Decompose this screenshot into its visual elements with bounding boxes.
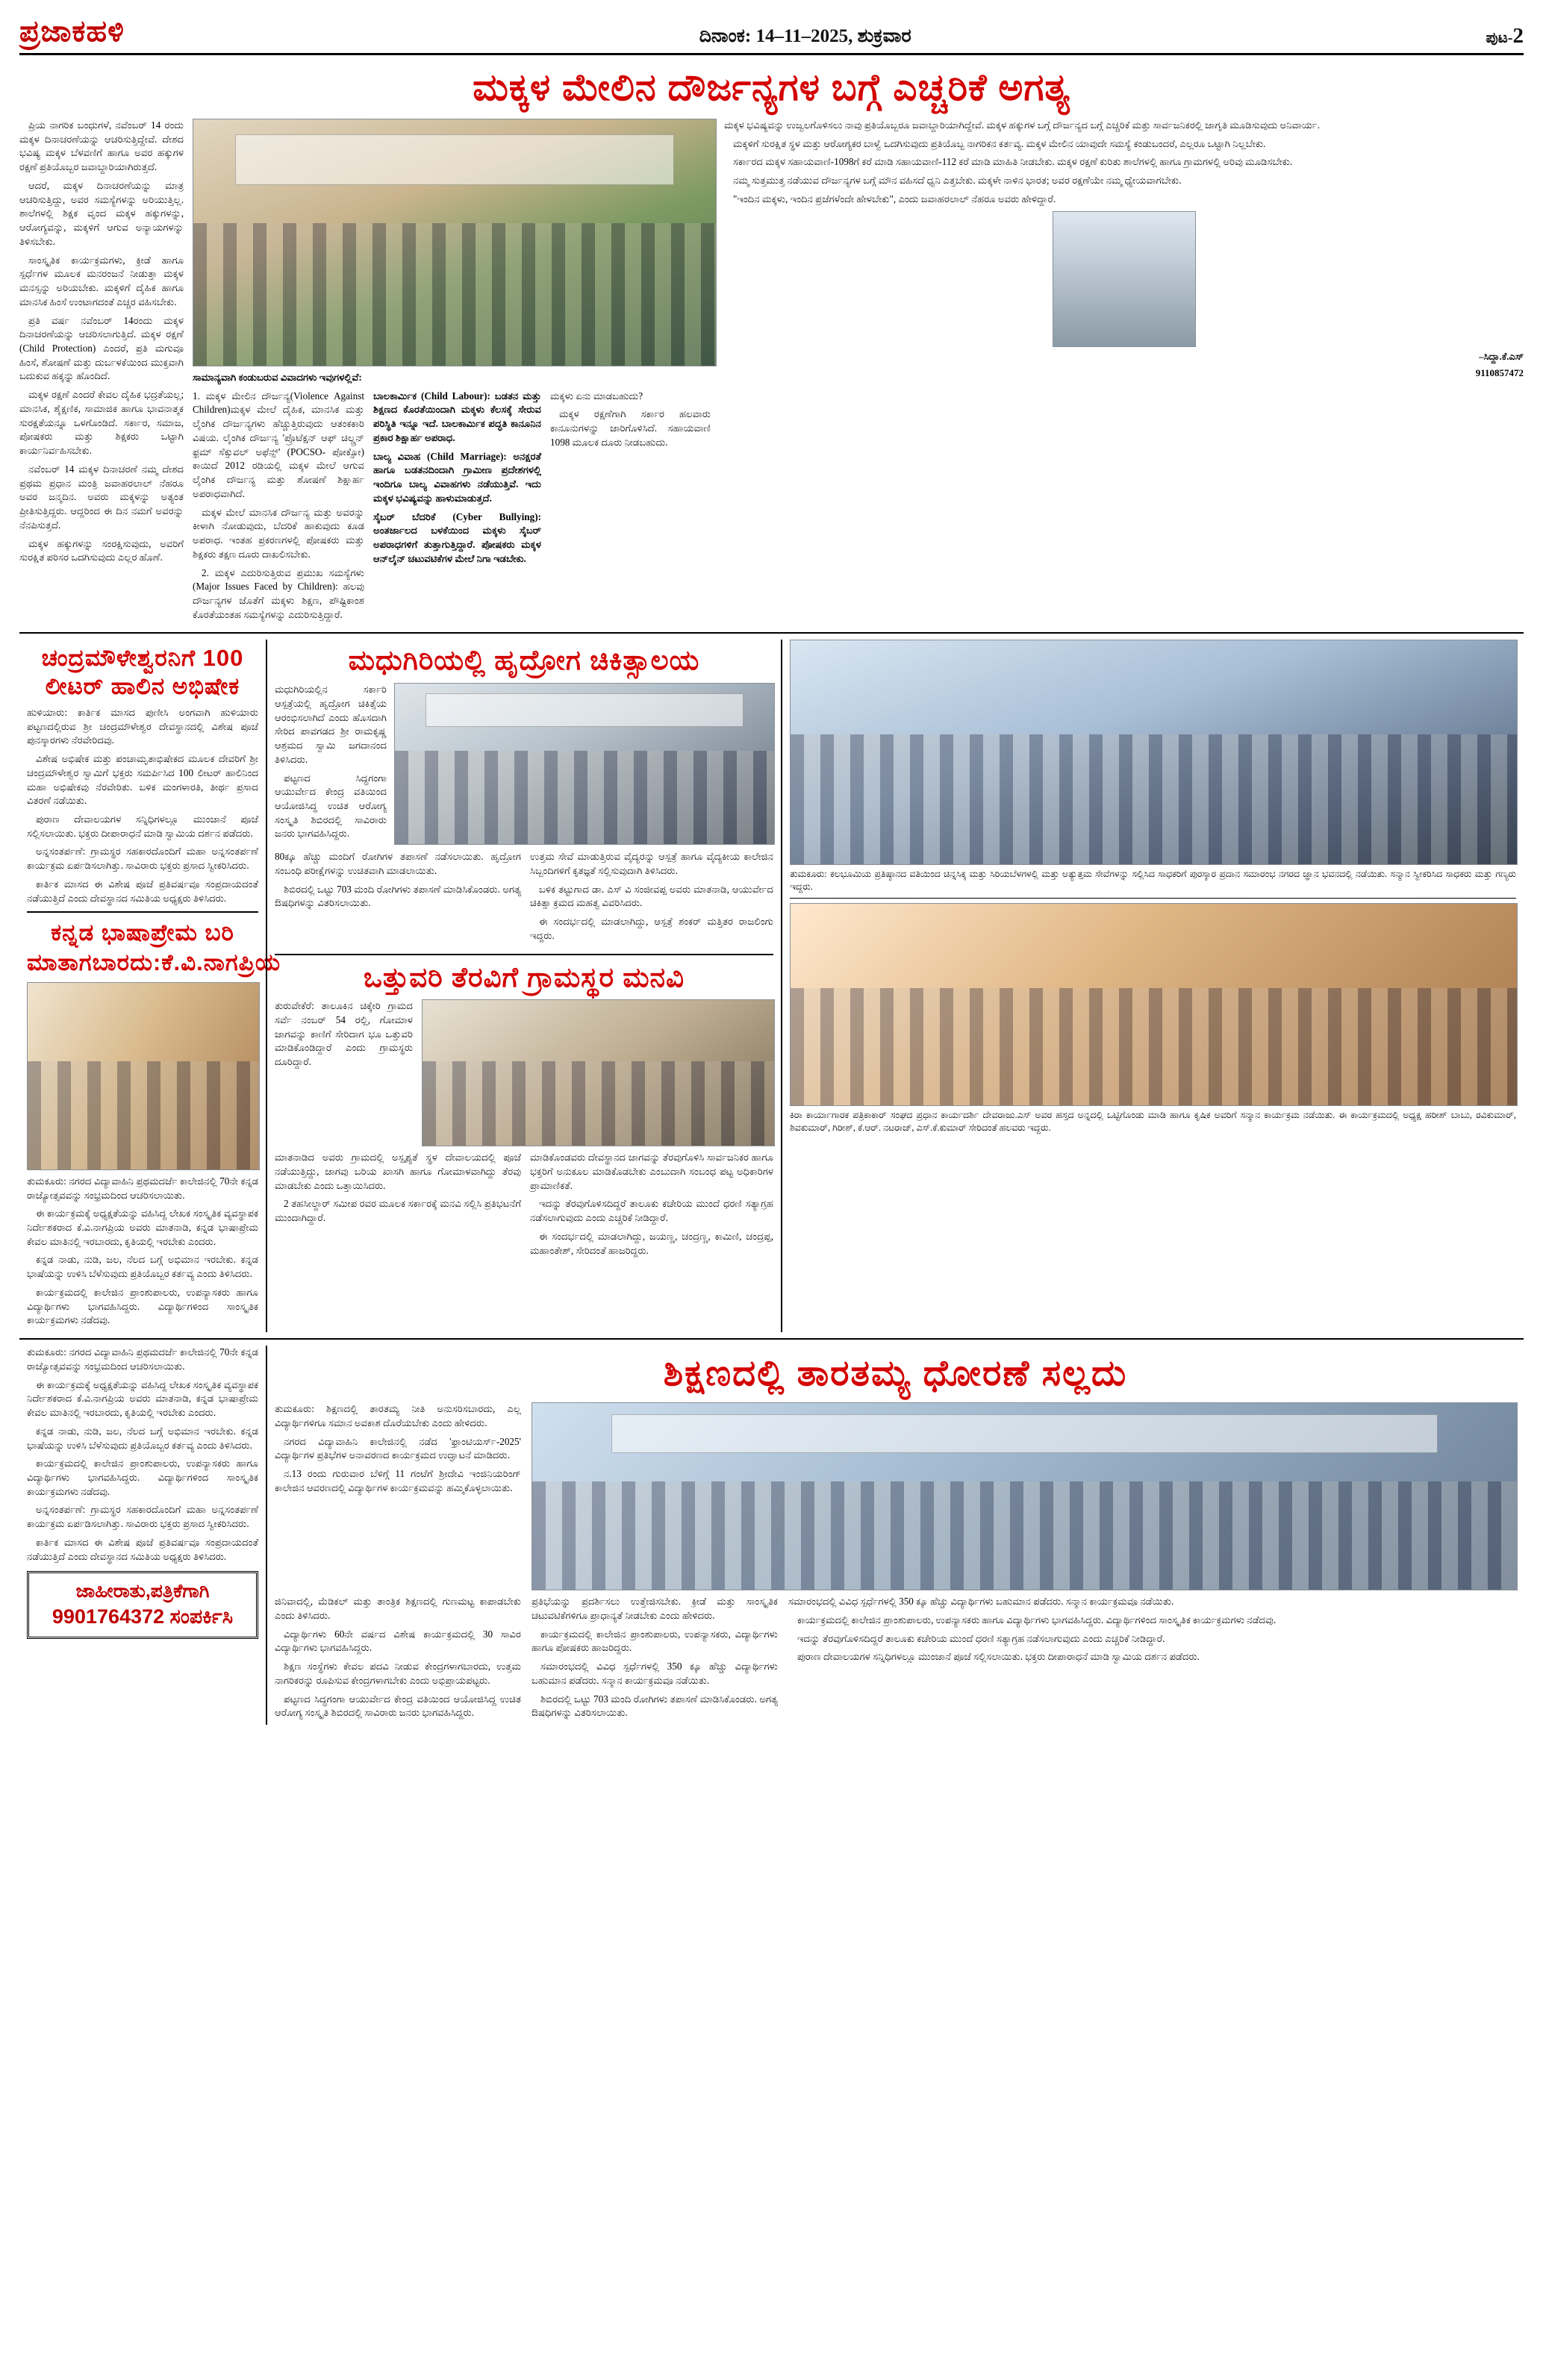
photo-banner [235, 134, 674, 185]
divider [19, 632, 1524, 634]
kannada-para: ಕನ್ನಡ ನಾಡು, ನುಡಿ, ಜಲ, ನೆಲದ ಬಗ್ಗೆ ಅಭಿಮಾನ ಇರಬೇಕು. ಕನ್ನಡ ಭಾಷೆಯನ್ನು ಉಳಿಸಿ ಬೆಳೆಸುವುದು ಪ್ರತಿಯೊಬ್ಬರ ಕರ್ತವ್ಯ ಎಂದು ತಿಳಿಸಿದರು. [27, 1254, 258, 1280]
shikshana-para: ಇದನ್ನು ತೆರವುಗೊಳಿಸದಿದ್ದರೆ ತಾಲೂಕು ಕಚೇರಿಯ ಮುಂದೆ ಧರಣಿ ಸತ್ಯಾಗ್ರಹ ನಡೆಸಲಾಗುವುದು ಎಂದು ಎಚ್ಚರಿಕೆ ನೀಡಿದ್ದಾರೆ. [797, 1632, 1165, 1644]
divider [27, 911, 258, 913]
ottuvari-photo [422, 999, 775, 1146]
photo-people [423, 1061, 774, 1146]
lead-col-2a [193, 390, 364, 627]
page-label-text: ಪುಟ- [1486, 30, 1513, 46]
photo-banner [611, 1414, 1438, 1453]
shikshana-para: ತುಮಕೂರು: ಶಿಕ್ಷಣದಲ್ಲಿ ತಾರತಮ್ಯ ನೀತಿ ಅನುಸರಿಸಬಾರದು, ಎಲ್ಲ ವಿದ್ಯಾರ್ಥಿಗಳಿಗೂ ಸಮಾನ ಅವಕಾಶ ದೊರೆಯಬೇಕು ಎಂದು ಹೇಳಿದರು. [275, 1403, 521, 1428]
lead-para: ಮಕ್ಕಳ ಮೇಲೆ ಮಾನಸಿಕ ದೌರ್ಜನ್ಯ ಮತ್ತು ಅವರನ್ನು ಕೀಳಾಗಿ ನೋಡುವುದು, ಬೆದರಿಕೆ ಹಾಕುವುದು ಕೂಡ ಅಪರಾಧ. ಇಂತಹ ಪ್ರಕರಣಗಳಲ್ಲಿ ಪೋಷಕರು ಮತ್ತು ಶಿಕ್ಷಕರು ತಕ್ಷಣ ದೂರು ದಾಖಲಿಸಬೇಕು. [193, 506, 364, 560]
kannada-body [27, 1175, 258, 1328]
lead-para: ಪ್ರಿಯ ನಾಗರಿಕ ಬಂಧುಗಳೆ, ನವೆಂಬರ್ 14 ರಂದು ಮಕ್ಕಳ ದಿನಾಚರಣೆಯನ್ನು ಆಚರಿಸುತ್ತಿದ್ದೇವೆ. ದೇಶದ ಭವಿಷ್ಯ ಮಕ್ಕಳ ಬೆಳವಣಿಗೆ ಹಾಗೂ ಅವರ ಹಕ್ಕುಗಳ ರಕ್ಷಣೆ ಪ್ರತಿಯೊಬ್ಬರ ಜವಾಬ್ದಾರಿಯಾಗಿರುತ್ತದೆ. [19, 119, 184, 173]
kannada-photo [27, 982, 260, 1170]
chandra-para: ಅನ್ನಸಂತರ್ಪಣೆ: ಗ್ರಾಮಸ್ಥರ ಸಹಕಾರದೊಂದಿಗೆ ಮಹಾ ಅನ್ನಸಂತರ್ಪಣೆ ಕಾರ್ಯಕ್ರಮ ಏರ್ಪಡಿಸಲಾಗಿತ್ತು. ಸಾವಿರಾರು ಭಕ್ತರು ಪ್ರಸಾದ ಸ್ವೀಕರಿಸಿದರು. [27, 1504, 258, 1530]
photo-people [28, 1061, 259, 1169]
chandra-body [27, 706, 258, 906]
lead-para: ಬಾಲಕಾರ್ಮಿಕ (Child Labour): ಬಡತನ ಮತ್ತು ಶಿಕ್ಷಣದ ಕೊರತೆಯಿಂದಾಗಿ ಮಕ್ಕಳು ಕೆಲಸಕ್ಕೆ ಸೇರುವ ಪರಿಸ್ಥಿತಿ ಇನ್ನೂ ಇದೆ. ಬಾಲಕಾರ್ಮಿಕ ಪದ್ಧತಿ ಕಾನೂನಿನ ಪ್ರಕಾರ ಶಿಕ್ಷಾರ್ಹ ಅಪರಾಧ. [373, 390, 541, 443]
author-signature: –ಸಿದ್ದಾ.ಕೆ.ಎಸ್ [1479, 350, 1524, 362]
kannada-para: ಕಾರ್ಯಕ್ರಮದಲ್ಲಿ ಕಾಲೇಜಿನ ಪ್ರಾಂಶುಪಾಲರು, ಉಪನ್ಯಾಸಕರು ಹಾಗೂ ವಿದ್ಯಾರ್ಥಿಗಳು ಭಾಗವಹಿಸಿದ್ದರು. ವಿದ್ಯಾರ್ಥಿಗಳಿಂದ ಸಾಂಸ್ಕೃತಿಕ ಕಾರ್ಯಕ್ರಮಗಳು ನಡೆದವು. [27, 1458, 258, 1497]
shikshana-para: ನಗರದ ವಿದ್ಯಾವಾಹಿನಿ ಕಾಲೇಜಿನಲ್ಲಿ ನಡೆದ 'ಫ್ರಾಂಟಿಯರ್ಸ್-2025' ವಿದ್ಯಾರ್ಥಿಗಳ ಪ್ರತಿಭೆಗಳ ಅನಾವರಣದ ಕಾರ್ಯಕ್ರಮದ ಉದ್ಘಾಟನೆ ಮಾಡಿದರು. [275, 1435, 521, 1461]
award-caption-top: ತುಮಕೂರು: ಕಲಭೂಮಿಯ ಪ್ರತಿಷ್ಠಾನದ ವತಿಯಿಂದ ಚಿನ್ನಸಿಕ್ಕ ಮತ್ತು ಸಿರಿಯಬೆಳಗಳಲ್ಲಿ ಮತ್ತು ಅತ್ಯುತ್ತಮ ಸೇವೆಗಳನ್ನು ಸಲ್ಲಿಸಿದ ಸಾಧಕರಿಗೆ ಪುರಸ್ಕಾರ ಪ್ರದಾನ ಸಮಾರಂಭ ನಗರದ ಜ್ಞಾನ ಭವನದಲ್ಲಿ ನಡೆಯಿತು. ಸನ್ಮಾನ ಸ್ವೀಕರಿಸಿದ ಸಾಧಕರು ಮತ್ತು ಗಣ್ಯರು ಇದ್ದರು. [790, 869, 1516, 893]
madhugiri-col-right [530, 850, 773, 947]
chandra-para: ಕಾರ್ತಿಕ ಮಾಸದ ಈ ವಿಶೇಷ ಪೂಜೆ ಪ್ರತಿವರ್ಷವೂ ಸಂಪ್ರದಾಯದಂತೆ ನಡೆಯುತ್ತಿದೆ ಎಂದು ದೇವಸ್ಥಾನದ ಸಮಿತಿಯ ಅಧ್ಯಕ್ಷರು ತಿಳಿಸಿದರು. [27, 1536, 258, 1562]
madhugiri-para: ಈ ಸಂದರ್ಭದಲ್ಲಿ ಮಾಡಲಾಗಿದ್ದು, ಆಸ್ಪತ್ರೆ ಶಂಕರ್ ಮತ್ತಿತರ ರಾಜಲಿಂಗು ಇದ್ದರು. [530, 916, 773, 941]
madhugiri-para: ಪಟ್ಟಣದ ಸಿದ್ಧಗಂಗಾ ಆಯುರ್ವೇದ ಕೇಂದ್ರ ವತಿಯಿಂದ ಆಯೋಜಿಸಿದ್ದ ಉಚಿತ ಆರೋಗ್ಯ ಸಂಸ್ಕೃತಿ ಶಿಬಿರದಲ್ಲಿ ಸಾವಿರಾರು ಜನರು ಭಾಗವಹಿಸಿದ್ದರು. [275, 772, 387, 840]
classified-line-1: ಜಾಹೀರಾತು,ಪತ್ರಿಕೆಗಾಗಿ [75, 1581, 210, 1602]
chandra-para: ಹುಳಿಯಾರು: ಕಾರ್ತಿಕ ಮಾಸದ ಪುಣೀಸಿ ಅಂಗವಾಗಿ ಹುಳಿಯಾರು ಪಟ್ಟಣದಲ್ಲಿರುವ ಶ್ರೀ ಚಂದ್ರಮೌಳೇಶ್ವರ ದೇವಸ್ಥಾನದಲ್ಲಿ ವಿಶೇಷ ಪೂಜೆ ಪುನಸ್ಕಾರಗಳು ನೆರವೇರಿದವು. [27, 706, 258, 746]
shikshana-para: ಜಿನಿವಾದಲ್ಲಿ, ಮೆಡಿಕಲ್ ಮತ್ತು ತಾಂತ್ರಿಕ ಶಿಕ್ಷಣದಲ್ಲಿ ಗುಣಮಟ್ಟ ಕಾಪಾಡಬೇಕು ಎಂದು ತಿಳಿಸಿದರು. [275, 1596, 521, 1621]
shikshana-para: ಕಾರ್ಯಕ್ರಮದಲ್ಲಿ ಕಾಲೇಜಿನ ಪ್ರಾಂಶುಪಾಲರು, ಉಪನ್ಯಾಸಕರು, ವಿದ್ಯಾರ್ಥಿಗಳು ಹಾಗೂ ಪೋಷಕರು ಹಾಜರಿದ್ದರು. [532, 1628, 778, 1654]
lead-para: ಪ್ರತಿ ವರ್ಷ ನವೆಂಬರ್ 14ರಂದು ಮಕ್ಕಳ ದಿನಾಚರಣೆಯನ್ನು ಆಚರಿಸಲಾಗುತ್ತಿದೆ. ಮಕ್ಕಳ ರಕ್ಷಣೆ (Child Protection) ಎಂದರೆ, ಪ್ರತಿ ಮಗುವೂ ಹಿಂಸೆ, ಶೋಷಣೆ ಮತ್ತು ದುರ್ಬಳಕೆಯಿಂದ ಮುಕ್ತವಾಗಿ ಬದುಕುವ ಹಕ್ಕನ್ನು ಹೊಂದಿದೆ. [19, 314, 184, 382]
bottom-left-body [27, 1346, 258, 1564]
madhugiri-col-left [275, 683, 387, 846]
shikshana-para: ಕಾರ್ಯಕ್ರಮದಲ್ಲಿ ಕಾಲೇಜಿನ ಪ್ರಾಂಶುಪಾಲರು, ಉಪನ್ಯಾಸಕರು ಹಾಗೂ ವಿದ್ಯಾರ್ಥಿಗಳು ಭಾಗವಹಿಸಿದ್ದರು. ವಿದ್ಯಾರ್ಥಿಗಳಿಂದ ಸಾಂಸ್ಕೃತಿಕ ಕಾರ್ಯಕ್ರಮಗಳು ನಡೆದವು. [797, 1614, 1277, 1625]
shikshana-para: ಶಿಬಿರದಲ್ಲಿ ಒಟ್ಟು 703 ಮಂದಿ ರೋಗಿಗಳು ತಪಾಸಣೆ ಮಾಡಿಸಿಕೊಂಡರು. ಅಗತ್ಯ ಔಷಧಿಗಳನ್ನು ವಿತರಿಸಲಾಯಿತು. [532, 1693, 778, 1719]
kannada-para: ಕನ್ನಡ ನಾಡು, ನುಡಿ, ಜಲ, ನೆಲದ ಬಗ್ಗೆ ಅಭಿಮಾನ ಇರಬೇಕು. ಕನ್ನಡ ಭಾಷೆಯನ್ನು ಉಳಿಸಿ ಬೆಳೆಸುವುದು ಪ್ರತಿಯೊಬ್ಬರ ಕರ್ತವ್ಯ ಎಂದು ತಿಳಿಸಿದರು. [27, 1425, 258, 1451]
publication-date: ದಿನಾಂಕ: 14–11–2025, ಶುಕ್ರವಾರ [699, 26, 911, 46]
lead-para: ಬಾಲ್ಯ ವಿವಾಹ (Child Marriage): ಅನಕ್ಷರತೆ ಹಾಗೂ ಬಡತನದಿಂದಾಗಿ ಗ್ರಾಮೀಣ ಪ್ರದೇಶಗಳಲ್ಲಿ ಇಂದಿಗೂ ಬಾಲ್ಯ ವಿವಾಹಗಳು ನಡೆಯುತ್ತಿವೆ. ಇದು ಮಕ್ಕಳ ಭವಿಷ್ಯವನ್ನು ಹಾಳುಮಾಡುತ್ತದೆ. [373, 450, 541, 504]
bottom-band [19, 1346, 1524, 1725]
chandra-para: ಅನ್ನಸಂತರ್ಪಣೆ: ಗ್ರಾಮಸ್ಥರ ಸಹಕಾರದೊಂದಿಗೆ ಮಹಾ ಅನ್ನಸಂತರ್ಪಣೆ ಕಾರ್ಯಕ್ರಮ ಏರ್ಪಡಿಸಲಾಗಿತ್ತು. ಸಾವಿರಾರು ಭಕ್ತರು ಪ್ರಸಾದ ಸ್ವೀಕರಿಸಿದರು. [27, 846, 258, 872]
lead-photo-children [193, 119, 717, 366]
page-number-label [1486, 24, 1524, 49]
lead-col-3 [724, 119, 1524, 626]
ottuvari-para: ಈ ಸಂದರ್ಭದಲ್ಲಿ ಮಾಡಲಾಗಿದ್ದು, ಜಯಣ್ಣ, ಚಂದ್ರಣ್ಣ, ಕಾಮಿಣಿ, ಚಂದ್ರಪ್ಪ, ಮಹಾಂತೇಶ್, ಸೇರಿದಂತೆ ಹಾಜರಿದ್ದರು. [530, 1230, 773, 1256]
center-column [266, 640, 781, 1332]
classified-line-2: 9901764372 ಸಂಪರ್ಕಿಸಿ [52, 1605, 234, 1628]
photo-people [791, 734, 1517, 864]
madhugiri-para: ಶಿಬಿರದಲ್ಲಿ ಒಟ್ಟು 703 ಮಂದಿ ರೋಗಿಗಳು ತಪಾಸಣೆ ಮಾಡಿಸಿಕೊಂಡರು. ಅಗತ್ಯ ಔಷಧಿಗಳನ್ನು ವಿತರಿಸಲಾಯಿತು. [275, 883, 521, 909]
kannada-para: ಕಾರ್ಯಕ್ರಮದಲ್ಲಿ ಕಾಲೇಜಿನ ಪ್ರಾಂಶುಪಾಲರು, ಉಪನ್ಯಾಸಕರು ಹಾಗೂ ವಿದ್ಯಾರ್ಥಿಗಳು ಭಾಗವಹಿಸಿದ್ದರು. ವಿದ್ಯಾರ್ಥಿಗಳಿಂದ ಸಾಂಸ್ಕೃತಿಕ ಕಾರ್ಯಕ್ರಮಗಳು ನಡೆದವು. [27, 1286, 258, 1326]
shikshana-para: ನ.13 ರಂದು ಗುರುವಾರ ಬೆಳಿಗ್ಗೆ 11 ಗಂಟೆಗೆ ಶ್ರೀದೇವಿ ಇಂಜಿನಿಯರಿಂಗ್ ಕಾಲೇಜಿನ ಆವರಣದಲ್ಲಿ ವಿದ್ಯಾರ್ಥಿಗಳ ಕಾರ್ಯಕ್ರಮವನ್ನು ಹಮ್ಮಿಕೊಳ್ಳಲಾಯಿತು. [275, 1468, 521, 1493]
lead-para: ಮಕ್ಕಳ ರಕ್ಷಣೆ ಎಂದರೆ ಕೇವಲ ದೈಹಿಕ ಭದ್ರತೆಯಲ್ಲ; ಮಾನಸಿಕ, ಶೈಕ್ಷಣಿಕ, ಸಾಮಾಜಿಕ ಹಾಗೂ ಭಾವನಾತ್ಮಕ ಸುರಕ್ಷತೆಯನ್ನೂ ಒಳಗೊಂಡಿದೆ. ಸರ್ಕಾರ, ಸಮಾಜ, ಪೋಷಕರು ಮತ್ತು ಶಿಕ್ಷಕರು ಒಟ್ಟಾಗಿ ಕಾರ್ಯನಿರ್ವಹಿಸಬೇಕು. [19, 389, 184, 457]
kannada-para: ತುಮಕೂರು: ನಗರದ ವಿದ್ಯಾವಾಹಿನಿ ಪ್ರಥಮದರ್ಜೆ ಕಾಲೇಜಿನಲ್ಲಿ 70ನೇ ಕನ್ನಡ ರಾಜ್ಯೋತ್ಸವವನ್ನು ಸಂಭ್ರಮದಿಂದ ಆಚರಿಸಲಾಯಿತು. [27, 1346, 258, 1372]
shikshana-headline: ಶಿಕ್ಷಣದಲ್ಲಿ ತಾರತಮ್ಯ ಧೋರಣೆ ಸಲ್ಲದು [663, 1354, 1128, 1394]
newspaper-title: ಪ್ರಜಾಕಹಳಿ [19, 14, 125, 48]
photo-people [532, 1481, 1517, 1590]
lead-para: ಸಾಂಸ್ಕೃತಿಕ ಕಾರ್ಯಕ್ರಮಗಳು, ಕ್ರೀಡೆ ಹಾಗೂ ಸ್ಪರ್ಧೆಗಳ ಮೂಲಕ ಮನರಂಜನೆ ನೀಡುತ್ತಾ ಮಕ್ಕಳ ಮನಸ್ಸನ್ನು ಅರಿಯಬೇಕು. ಮಕ್ಕಳಿಗೆ ದೈಹಿಕ ಹಾಗೂ ಮಾನಸಿಕ ಹಿಂಸೆ ಉಂಟಾಗದಂತೆ ಎಚ್ಚರ ವಹಿಸಬೇಕು. [19, 254, 184, 307]
classified-ad-box[interactable] [27, 1571, 258, 1639]
shikshana-para: ವಿದ್ಯಾರ್ಥಿಗಳು 60ನೇ ವರ್ಷದ ವಿಶೇಷ ಕಾರ್ಯಕ್ರಮದಲ್ಲಿ 30 ಸಾವಿರ ವಿದ್ಯಾರ್ಥಿಗಳು ಭಾಗವಹಿಸಿದ್ದರು. [275, 1628, 521, 1654]
shikshana-photo-wrap [532, 1402, 1516, 1590]
madhugiri-para: ಮಧುಗಿರಿಯಲ್ಲಿನ ಸರ್ಕಾರಿ ಆಸ್ಪತ್ರೆಯಲ್ಲಿ ಹೃದ್ರೋಗ ಚಿಕಿತ್ಸೆಯ ಆರಂಭಿಸಲಾಗಿದೆ ಎಂದು ಹೊಸದಾಗಿ ಸೇರಿದ ಪಾವಗಡದ ಶ್ರೀ ರಾಮಕೃಷ್ಣ ಆಶ್ರಮದ ಸ್ವಾಮಿ ಜಗದಾನಂದ ತಿಳಿಸಿದರು. [275, 684, 387, 765]
shikshana-para: ಸಮಾರಂಭದಲ್ಲಿ ವಿವಿಧ ಸ್ಪರ್ಧೆಗಳಲ್ಲಿ 350 ಕ್ಕೂ ಹೆಚ್ಚು ವಿದ್ಯಾರ್ಥಿಗಳು ಬಹುಮಾನ ಪಡೆದರು. ಸನ್ಮಾನ ಕಾರ್ಯಕ್ರಮವೂ ನಡೆಯಿತು. [788, 1596, 1174, 1608]
lead-para: ನಮ್ಮ ಸುತ್ತಮುತ್ತ ನಡೆಯುವ ದೌರ್ಜನ್ಯಗಳ ಬಗ್ಗೆ ಮೌನ ವಹಿಸದೆ ಧ್ವನಿ ಎತ್ತಬೇಕು. ಮಕ್ಕಳೇ ನಾಳಿನ ಭಾರತ; ಅವರ ರಕ್ಷಣೆಯೇ ನಮ್ಮ ಧ್ಯೇಯವಾಗಬೇಕು. [733, 175, 1182, 187]
ottuvari-col-left [275, 999, 413, 1146]
ottuvari-para: ಇದನ್ನು ತೆರವುಗೊಳಿಸದಿದ್ದರೆ ತಾಲೂಕು ಕಚೇರಿಯ ಮುಂದೆ ಧರಣಿ ಸತ್ಯಾಗ್ರಹ ನಡೆಸಲಾಗುವುದು ಎಂದು ಎಚ್ಚರಿಕೆ ನೀಡಿದ್ದಾರೆ. [530, 1198, 773, 1224]
page-number: 2 [1512, 24, 1524, 48]
shikshana-col-1 [275, 1402, 521, 1590]
chandra-para: ಕಾರ್ತಿಕ ಮಾಸದ ಈ ವಿಶೇಷ ಪೂಜೆ ಪ್ರತಿವರ್ಷವೂ ಸಂಪ್ರದಾಯದಂತೆ ನಡೆಯುತ್ತಿದೆ ಎಂದು ದೇವಸ್ಥಾನದ ಸಮಿತಿಯ ಅಧ್ಯಕ್ಷರು ತಿಳಿಸಿದರು. [27, 878, 258, 904]
lead-para: ಆದರೆ, ಮಕ್ಕಳ ದಿನಾಚರಣೆಯನ್ನು ಮಾತ್ರ ಆಚರಿಸುತ್ತಿದ್ದು, ಅವರ ಸಮಸ್ಯೆಗಳನ್ನು ಅರಿಯುತ್ತಿಲ್ಲ. ಶಾಲೆಗಳಲ್ಲಿ ಶಿಕ್ಷಕ ವೃಂದ ಮಕ್ಕಳ ಹಕ್ಕುಗಳನ್ನು, ಆರೋಗ್ಯವನ್ನು, ಮಕ್ಕಳಿಗೆ ಆಗುವ ಅನ್ಯಾಯಗಳನ್ನು ತಿಳಿಸಬೇಕು. [19, 179, 184, 247]
lead-para: ಮಕ್ಕಳು ಏನು ಮಾಡಬಹುದು? [550, 390, 643, 402]
author-portrait [1053, 211, 1196, 347]
lead-col-2b [373, 390, 541, 627]
shikshana-col-2 [275, 1595, 521, 1725]
kannada-para: ಈ ಕಾರ್ಯಕ್ರಮಕ್ಕೆ ಅಧ್ಯಕ್ಷತೆಯನ್ನು ವಹಿಸಿದ್ದ ಲೇಖಕ ಸಂಸ್ಕೃತಿಕ ವ್ಯವಸ್ಥಾಪಕ ನಿರ್ದೇಶಕರಾದ ಕೆ.ವಿ.ನಾಗಪ್ರಿಯ ಅವರು ಮಾತನಾಡಿ, ಕನ್ನಡ ಭಾಷಾಪ್ರೇಮ ಕೇವಲ ಮಾತಿನಲ್ಲಿ ಇರಬಾರದು, ಕೃತಿಯಲ್ಲಿ ಇರಬೇಕು ಎಂದರು. [27, 1378, 258, 1419]
award-photo-top [790, 640, 1518, 865]
madhugiri-para: 80ಕ್ಕೂ ಹೆಚ್ಚು ಮಂದಿಗೆ ರೋಗಿಗಳ ತಪಾಸಣೆ ನಡೆಸಲಾಯಿತು. ಹೃದ್ರೋಗ ಸಂಬಂಧಿ ಪರೀಕ್ಷೆಗಳನ್ನು ಉಚಿತವಾಗಿ ಮಾಡಲಾಯಿತು. [275, 851, 521, 876]
ottuvari-col-a [275, 1151, 521, 1262]
divider [19, 1338, 1524, 1340]
madhugiri-para: ಬಳಿಕ ತಟ್ಟುಗಾದ ಡಾ. ಎಸ್ ವಿ ಸಂಜೀವಪ್ಪ ಅವರು ಮಾತನಾಡಿ, ಆಯುರ್ವೇದ ಚಿಕಿತ್ಸಾ ಕ್ರಮದ ಮಹತ್ವ ವಿವರಿಸಿದರು. [530, 883, 773, 909]
lead-para: "ಇಂದಿನ ಮಕ್ಕಳು, ಇಂದಿನ ಪ್ರಜೆಗಳೆಂದೇ ಹೇಳಬೇಕು", ಎಂದು ಜವಾಹರಲಾಲ್ ನೆಹರೂ ಅವರು ಹೇಳಿದ್ದಾರೆ. [733, 193, 1056, 204]
photo-people [395, 751, 774, 844]
ottuvari-para: ಮಾತನಾಡಿದ ಅವರು ಗ್ರಾಮದಲ್ಲಿ ಅಸ್ಪೃಶ್ಯತೆ ಸ್ಥಳ ದೇವಾಲಯದಲ್ಲಿ ಪೂಜೆ ನಡೆಯುತ್ತಿದ್ದು, ಜಾಗವು ಬರಿಯ ಖಾಸಗಿ ಹಾಗೂ ಗೋಮಾಳವಾಗಿದ್ದು ತೆರವು ಮಾಡಬೇಕು ಎಂದು ಒತ್ತಾಯಿಸಿದರು. [275, 1152, 521, 1191]
shikshana-para: ಶಿಕ್ಷಣ ಸಂಸ್ಥೆಗಳು ಕೇವಲ ಪದವಿ ನೀಡುವ ಕೇಂದ್ರಗಳಾಗಬಾರದು, ಉತ್ತಮ ನಾಗರಿಕರನ್ನು ರೂಪಿಸುವ ಕೇಂದ್ರಗಳಾಗಬೇಕು ಎಂದು ಅಭಿಪ್ರಾಯಪಟ್ಟರು. [275, 1661, 521, 1686]
kannada-headline-line1: ಕನ್ನಡ ಭಾಷಾಪ್ರೇಮ ಬರಿ [51, 919, 234, 946]
lead-para: 2. ಮಕ್ಕಳ ಎದುರಿಸುತ್ತಿರುವ ಪ್ರಮುಖ ಸಮಸ್ಯೆಗಳು (Major Issues Faced by Children): ಹಲವು ದೌರ್ಜನ್ಯಗಳ ಜೊತೆಗೆ ಮಕ್ಕಳು ಶಿಕ್ಷಣ, ಪೌಷ್ಟಿಕಾಂಶ ಕೊರತೆಯಂತಹ ಸಮಸ್ಯೆಗಳನ್ನು ಎದುರಿಸುತ್ತಿದ್ದಾರೆ. [193, 566, 364, 620]
kannada-para: ಈ ಕಾರ್ಯಕ್ರಮಕ್ಕೆ ಅಧ್ಯಕ್ಷತೆಯನ್ನು ವಹಿಸಿದ್ದ ಲೇಖಕ ಸಂಸ್ಕೃತಿಕ ವ್ಯವಸ್ಥಾಪಕ ನಿರ್ದೇಶಕರಾದ ಕೆ.ವಿ.ನಾಗಪ್ರಿಯ ಅವರು ಮಾತನಾಡಿ, ಕನ್ನಡ ಭಾಷಾಪ್ರೇಮ ಕೇವಲ ಮಾತಿನಲ್ಲಿ ಇರಬಾರದು, ಕೃತಿಯಲ್ಲಿ ಇರಬೇಕು ಎಂದರು. [27, 1208, 258, 1247]
shikshana-para: ಪಟ್ಟಣದ ಸಿದ್ಧಗಂಗಾ ಆಯುರ್ವೇದ ಕೇಂದ್ರ ವತಿಯಿಂದ ಆಯೋಜಿಸಿದ್ದ ಉಚಿತ ಆರೋಗ್ಯ ಸಂಸ್ಕೃತಿ ಶಿಬಿರದಲ್ಲಿ ಸಾವಿರಾರು ಜನರು ಭಾಗವಹಿಸಿದ್ದರು. [275, 1693, 521, 1719]
lead-photo-caption: ಸಾಮಾನ್ಯವಾಗಿ ಕಂಡುಬರುವ ವಿವಾದಗಳು ಇವುಗಳಲ್ಲಿವೆ: [193, 372, 362, 383]
right-column [781, 640, 1524, 1332]
lead-para: ಮಕ್ಕಳ ರಕ್ಷಣೆಗಾಗಿ ಸರ್ಕಾರ ಹಲವಾರು ಕಾನೂನುಗಳನ್ನು ಜಾರಿಗೊಳಿಸಿದೆ. ಸಹಾಯವಾಣಿ 1098 ಮೂಲಕ ದೂರು ನೀಡಬಹುದು. [550, 408, 711, 448]
chandra-headline: ಚಂದ್ರಮೌಳೇಶ್ವರನಿಗೆ 100 ಲೀಟರ್ ಹಾಲಿನ ಅಭಿಷೇಕ [41, 645, 244, 699]
ottuvari-para: 2 ತಹಸೀಲ್ದಾರ್ ಸಮೀಪ ರವರ ಮೂಲಕ ಸರ್ಕಾರಕ್ಕೆ ಮನವಿ ಸಲ್ಲಿಸಿ ಪ್ರತಿಭಟನೆಗೆ ಮುಂದಾಗಿದ್ದಾರೆ. [275, 1198, 521, 1224]
shikshana-col-3 [532, 1595, 778, 1725]
ottuvari-photo-wrap [422, 999, 773, 1146]
shikshana-story [266, 1346, 1524, 1725]
bottom-left-column [19, 1346, 266, 1725]
kannada-para: ತುಮಕೂರು: ನಗರದ ವಿದ್ಯಾವಾಹಿನಿ ಪ್ರಥಮದರ್ಜೆ ಕಾಲೇಜಿನಲ್ಲಿ 70ನೇ ಕನ್ನಡ ರಾಜ್ಯೋತ್ಸವವನ್ನು ಸಂಭ್ರಮದಿಂದ ಆಚರಿಸಲಾಯಿತು. [27, 1175, 258, 1201]
chandra-para: ಪುರಾಣ ದೇವಾಲಯಗಳ ಸನ್ನಿಧಿಗಳಲ್ಲೂ ಮುಂಜಾನೆ ಪೂಜೆ ಸಲ್ಲಿಸಲಾಯಿತು. ಭಕ್ತರು ದೀಪಾರಾಧನೆ ಮಾಡಿ ಸ್ವಾಮಿಯ ದರ್ಶನ ಪಡೆದರು. [27, 813, 258, 839]
lead-para: ಮಕ್ಕಳಿಗೆ ಸುರಕ್ಷಿತ ಸ್ಥಳ ಮತ್ತು ಆರೋಗ್ಯಕರ ಬಾಳ್ವೆ ಒದಗಿಸುವುದು ಪ್ರತಿಯೊಬ್ಬ ನಾಗರಿಕನ ಕರ್ತವ್ಯ. ಮಕ್ಕಳ ಮೇಲಿನ ಯಾವುದೇ ಸಮಸ್ಯೆ ಕಂಡುಬಂದರೆ, ಎಲ್ಲರೂ ಒಟ್ಟಾಗಿ ನಿಲ್ಲಬೇಕು. [733, 137, 1266, 149]
lead-story-row [19, 119, 1524, 626]
divider [790, 898, 1516, 899]
divider [275, 954, 773, 955]
lead-para: ಸೈಬರ್ ಬೆದರಿಕೆ (Cyber Bullying): ಅಂತರ್ಜಾಲದ ಬಳಕೆಯಿಂದ ಮಕ್ಕಳು ಸೈಬರ್ ಅಪರಾಧಗಳಿಗೆ ತುತ್ತಾಗುತ್ತಿದ್ದಾರೆ. ಪೋಷಕರು ಮಕ್ಕಳ ಆನ್‌ಲೈನ್ ಚಟುವಟಿಕೆಗಳ ಮೇಲೆ ನಿಗಾ ಇಡಬೇಕು. [373, 510, 541, 564]
lead-para: 1. ಮಕ್ಕಳ ಮೇಲಿನ ದೌರ್ಜನ್ಯ(Violence Against Children)ಮಕ್ಕಳ ಮೇಲೆ ದೈಹಿಕ, ಮಾನಸಿಕ ಮತ್ತು ಲೈಂಗಿಕ ದೌರ್ಜನ್ಯಗಳು ಹೆಚ್ಚುತ್ತಿರುವುದು ಆತಂಕಕಾರಿ ವಿಷಯ. ಲೈಂಗಿಕ ದೌರ್ಜನ್ಯ 'ಪ್ರೊಟೆಕ್ಷನ್ ಆಫ್ ಚಿಲ್ಡ್ರನ್ ಫ್ರಮ್ ಸೆಕ್ಸುವಲ್ ಅಫೆನ್ಸ್' (POCSO- ಪೋಕ್ಸೋ) ಕಾಯಿದೆ 2012 ರಡಿಯಲ್ಲಿ ಮಕ್ಕಳ ಮೇಲೆ ಆಗುವ ಲೈಂಗಿಕ ದೌರ್ಜನ್ಯ ಮತ್ತು ಶೋಷಣೆ ಶಿಕ್ಷಾರ್ಹ ಅಪರಾಧವಾಗಿದೆ. [193, 390, 364, 499]
award-caption-bottom: ಕಿರಾ ಕಾರ್ಯಾಗಾರಕ ಪತ್ರಿಕಾಕಾರ್ ಸಂಘದ ಪ್ರಧಾನ ಕಾರ್ಯದರ್ಶಿ ದೇವರಾಜು.ಎಸ್ ಅವರ ಹಸ್ತದ ಅನ್ನದಲ್ಲಿ ಒಟ್ಟಿಗೊಂಡು ಮಾಡಿ ಹಾಗೂ ಕೃಷಿಕ ಅವರಿಗೆ ಸನ್ಮಾನ ಕಾರ್ಯಕ್ರಮ ನಡೆಯಿತು. ಈ ಕಾರ್ಯಕ್ರಮದಲ್ಲಿ ಅಧ್ಯಕ್ಷ ಹರೀಶ್ ಬಾಬು, ರವಿಕುಮಾರ್, ಶಿವಕುಮಾರ್, ಗಿರೀಶ್, ಕೆ.ಆರ್. ನಟರಾಜ್, ಎಸ್.ಕೆ.ಕುಮಾರ್ ಸೇರಿದಂತೆ ಹಲವರು ಇದ್ದರು. [790, 1109, 1516, 1133]
lead-para: ನವೆಂಬರ್ 14 ಮಕ್ಕಳ ದಿನಾಚರಣೆ ನಮ್ಮ ದೇಶದ ಪ್ರಥಮ ಪ್ರಧಾನ ಮಂತ್ರಿ ಜವಾಹರಲಾಲ್ ನೆಹರೂ ಅವರ ಜನ್ಮದಿನ. ಅವರು ಮಕ್ಕಳನ್ನು ಅತ್ಯಂತ ಪ್ರೀತಿಸುತ್ತಿದ್ದರು. ಆದ್ದರಿಂದ ಈ ದಿನ ನಮಗೆ ಅವರನ್ನು ನೆನಪಿಸುತ್ತದೆ. [19, 463, 184, 531]
ottuvari-para: ತುರುವೇಕೆರೆ: ತಾಲೂಕಿನ ಚಿಕ್ಕೇರಿ ಗ್ರಾಮದ ಸರ್ವೆ ನಂಬರ್ 54 ರಲ್ಲಿ, ಗೋಮಾಳ ಜಾಗವನ್ನು ಕಾಣಿಗೆ ಸೇರಿದಾಗ ಭೂ ಒತ್ತುವರಿ ಮಾಡಿಕೊಂಡಿದ್ದಾರೆ ಎಂದು ಗ್ರಾಮಸ್ಥರು ದೂರಿದ್ದಾರೆ. [275, 1000, 413, 1068]
photo-people [193, 223, 716, 366]
kannada-headline-line2: ಮಾತಾಗಬಾರದು:ಕೆ.ವಿ.ನಾಗಪ್ರಿಯ [27, 949, 281, 975]
photo-banner [426, 693, 744, 727]
ottuvari-para: ಮಾಡಿಕೊಂಡವರು ದೇವಸ್ಥಾನದ ಜಾಗವನ್ನು ತೆರವುಗೊಳಿಸಿ ಸಾರ್ವಜನಿಕರ ಹಾಗೂ ಭಕ್ತರಿಗೆ ಅನುಕೂಲ ಮಾಡಿಕೊಡಬೇಕು ಎಂಬುದಾಗಿ ಸಂಬಂಧ ಪಟ್ಟ ಅಧಿಕಾರಿಗಳ ಪ್ರಾಮಾಣಿಕತೆ. [530, 1152, 773, 1191]
lead-col-2c [550, 390, 711, 627]
lead-para: ಸರ್ಕಾರದ ಮಕ್ಕಳ ಸಹಾಯವಾಣಿ-1098ಗೆ ಕರೆ ಮಾಡಿ ಸಹಾಯವಾಣಿ-112 ಕರೆ ಮಾಡಿ ಮಾಹಿತಿ ನೀಡಬೇಕು. ಮಕ್ಕಳ ರಕ್ಷಣೆ ಕುರಿತು ಶಾಲೆಗಳಲ್ಲಿ ಹಾಗೂ ಗ್ರಾಮಗಳಲ್ಲಿ ಅರಿವು ಮೂಡಿಸಬೇಕು. [733, 156, 1293, 168]
shikshana-para: ಸಮಾರಂಭದಲ್ಲಿ ವಿವಿಧ ಸ್ಪರ್ಧೆಗಳಲ್ಲಿ 350 ಕ್ಕೂ ಹೆಚ್ಚು ವಿದ್ಯಾರ್ಥಿಗಳು ಬಹುಮಾನ ಪಡೆದರು. ಸನ್ಮಾನ ಕಾರ್ಯಕ್ರಮವೂ ನಡೆಯಿತು. [532, 1661, 778, 1686]
ottuvari-headline: ಒತ್ತುವರಿ ತೆರವಿಗೆ ಗ್ರಾಮಸ್ಥರ ಮನವಿ [363, 961, 685, 993]
shikshana-para: ಪುರಾಣ ದೇವಾಲಯಗಳ ಸನ್ನಿಧಿಗಳಲ್ಲೂ ಮುಂಜಾನೆ ಪೂಜೆ ಸಲ್ಲಿಸಲಾಯಿತು. ಭಕ್ತರು ದೀಪಾರಾಧನೆ ಮಾಡಿ ಸ್ವಾಮಿಯ ದರ್ಶನ ಪಡೆದರು. [797, 1651, 1200, 1663]
madhugiri-photo-wrap [394, 683, 773, 846]
photo-people [791, 988, 1517, 1105]
madhugiri-col-mid [275, 850, 521, 947]
lead-para: ಮಕ್ಕಳ ಭವಿಷ್ಯವನ್ನು ಉಜ್ವಲಗೊಳಿಸಲು ನಾವು ಪ್ರತಿಯೊಬ್ಬರೂ ಜವಾಬ್ದಾರಿಯಾಗಿದ್ದೇವೆ. ಮಕ್ಕಳ ಹಕ್ಕುಗಳ ಬಗ್ಗೆ ದೌರ್ಜನ್ಯದ ಬಗ್ಗೆ ಎಚ್ಚರಿಕೆ ಮತ್ತು ಸಾರ್ವಜನಿಕರಲ್ಲಿ ಜಾಗೃತಿ ಮೂಡಿಸುವುದು ಅನಿವಾರ್ಯ. [724, 119, 1321, 131]
shikshana-photo [532, 1402, 1518, 1590]
award-photo-bottom [790, 903, 1518, 1106]
left-column [19, 640, 281, 1332]
lead-headline: ಮಕ್ಕಳ ಮೇಲಿನ ದೌರ್ಜನ್ಯಗಳ ಬಗ್ಗೆ ಎಚ್ಚರಿಕೆ ಅಗತ್ಯ [473, 66, 1070, 108]
shikshana-col-4 [788, 1595, 1516, 1725]
madhugiri-para: ಉತ್ತಮ ಸೇವೆ ಮಾಡುತ್ತಿರುವ ವೈದ್ಯರನ್ನು ಆಸ್ಪತ್ರೆ ಹಾಗೂ ವೈದ್ಯಕೀಯ ಕಾಲೇಜಿನ ಸಿಬ್ಬಂದಿಗಳಿಗೆ ಕೃತಜ್ಞತೆ ಸಲ್ಲಿಸುವುದಾಗಿ ತಿಳಿಸಿದರು. [530, 851, 773, 876]
shikshana-para: ಪ್ರತಿಭೆಯನ್ನು ಪ್ರದರ್ಶಿಸಲು ಉತ್ತೇಜಿಸಬೇಕು. ಕ್ರೀಡೆ ಮತ್ತು ಸಾಂಸ್ಕೃತಿಕ ಚಟುವಟಿಕೆಗಳಿಗೂ ಪ್ರಾಧಾನ್ಯತೆ ನೀಡಬೇಕು ಎಂದು ಹೇಳಿದರು. [532, 1596, 778, 1621]
author-phone: 9110857472 [1475, 367, 1524, 379]
lead-col-1 [19, 119, 184, 626]
madhugiri-photo [394, 683, 775, 845]
middle-band [19, 640, 1524, 1332]
lead-col-2 [193, 119, 715, 626]
masthead [19, 13, 1524, 55]
ottuvari-col-b [530, 1151, 773, 1262]
lead-para: ಮಕ್ಕಳ ಹಕ್ಕುಗಳನ್ನು ಸಂರಕ್ಷಿಸುವುದು, ಅವರಿಗೆ ಸುರಕ್ಷಿತ ಪರಿಸರ ಒದಗಿಸುವುದು ಎಲ್ಲರ ಹೊಣೆ. [19, 537, 184, 563]
madhugiri-headline: ಮಧುಗಿರಿಯಲ್ಲಿ ಹೃದ್ರೋಗ ಚಿಕಿತ್ಸಾಲಯ [348, 645, 700, 676]
chandra-para: ವಿಶೇಷ ಅಭಿಷೇಕ ಮತ್ತು ಪಂಚಾಮೃತಾಭಿಷೇಕದ ಮೂಲಕ ದೇವರಿಗೆ ಶ್ರೀ ಚಂದ್ರಮೌಳೇಶ್ವರ ಸ್ವಾಮಿಗೆ ಭಕ್ತರು ಸಮರ್ಪಿಸಿದ 100 ಲೀಟರ್ ಹಾಲಿನಿಂದ ಮಹಾ ಅಭಿಷೇಕವು ನೆರವೇರಿತು. ಬಳಿಕ ಮಂಗಳಾರತಿ, ತೀರ್ಥ ಪ್ರಸಾದ ವಿತರಣೆ ನಡೆಯಿತು. [27, 753, 258, 807]
